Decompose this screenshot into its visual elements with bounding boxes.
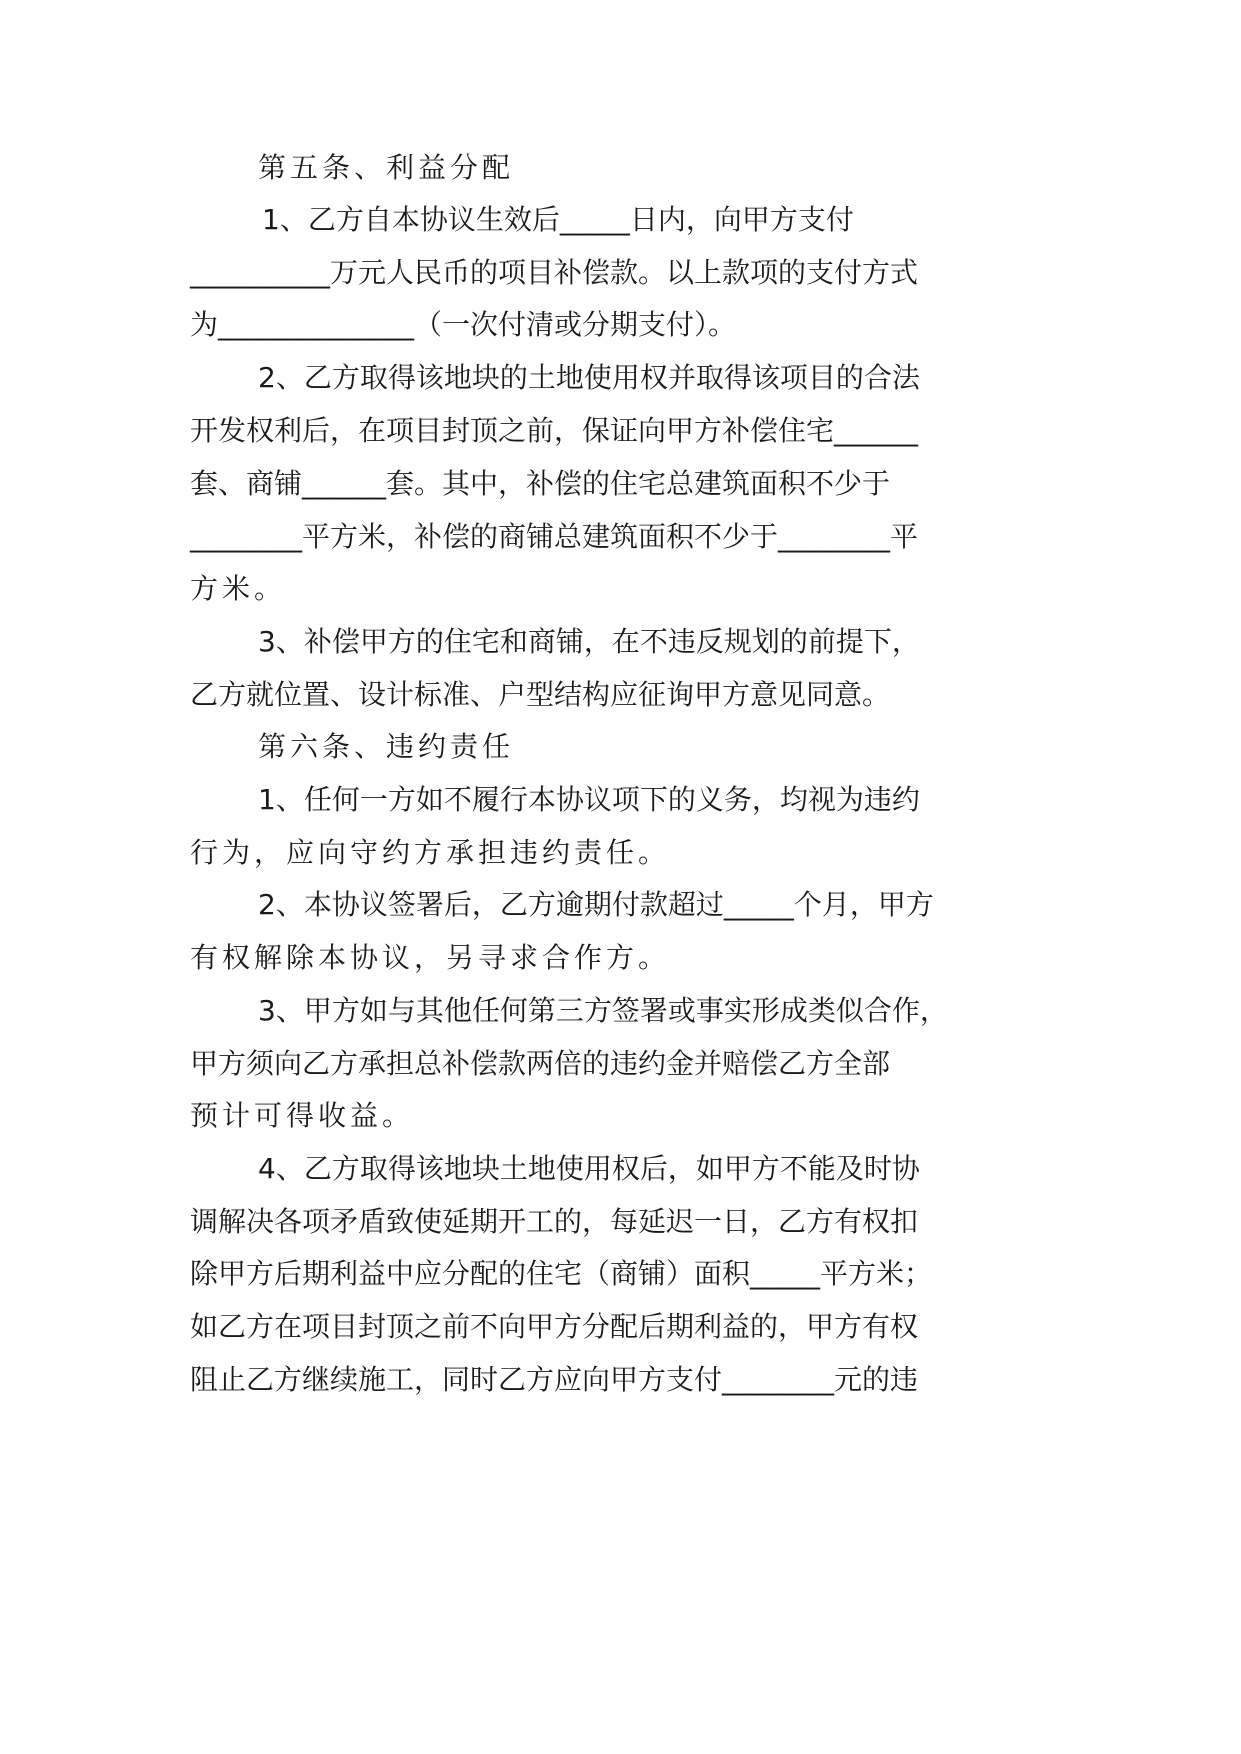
text-line: 1、乙方自本协议生效后_____日内，向甲方支付 — [262, 203, 854, 236]
text-line: 有权解除本协议，另寻求合作方。 — [190, 941, 671, 974]
text-line: 3、补偿甲方的住宅和商铺，在不违反规划的前提下， — [258, 625, 920, 658]
text-line: 甲方须向乙方承担总补偿款两倍的违约金并赔偿乙方全部 — [190, 1047, 891, 1080]
text-line: 乙方就位置、设计标准、户型结构应征询甲方意见同意。 — [190, 678, 891, 711]
text-line: 阻止乙方继续施工，同时乙方应向甲方支付________元的违 — [190, 1363, 919, 1396]
article-5-heading: 第五条、利益分配 — [258, 151, 515, 184]
text-line: 调解决各项矛盾致使延期开工的，每延迟一日，乙方有权扣 — [190, 1205, 919, 1238]
article-6-heading: 第六条、违约责任 — [258, 730, 515, 763]
text-line: 套、商铺______套。其中，补偿的住宅总建筑面积不少于 — [190, 467, 891, 500]
text-line: ________平方米，补偿的商铺总建筑面积不少于________平 — [190, 520, 919, 553]
text-line: 为______________（一次付清或分期支付）。 — [190, 308, 737, 341]
text-line: 开发权利后，在项目封顶之前，保证向甲方补偿住宅______ — [190, 414, 919, 447]
text-line: 预计可得收益。 — [190, 1099, 415, 1132]
text-line: __________万元人民币的项目补偿款。以上款项的支付方式 — [190, 256, 919, 289]
text-line: 2、本协议签署后，乙方逾期付款超过_____个月，甲方 — [258, 888, 934, 921]
text-line: 方米。 — [190, 572, 287, 605]
text-line: 行为，应向守约方承担违约责任。 — [190, 836, 671, 869]
text-line: 3、甲方如与其他任何第三方签署或事实形成类似合作， — [258, 994, 948, 1027]
text-line: 2、乙方取得该地块的土地使用权并取得该项目的合法 — [258, 361, 920, 394]
text-line: 除甲方后期利益中应分配的住宅（商铺）面积_____平方米； — [190, 1257, 933, 1290]
text-line: 如乙方在项目封顶之前不向甲方分配后期利益的，甲方有权 — [190, 1310, 919, 1343]
text-line: 4、乙方取得该地块土地使用权后，如甲方不能及时协 — [258, 1152, 920, 1185]
text-line: 1、任何一方如不履行本协议项下的义务，均视为违约 — [258, 783, 920, 816]
